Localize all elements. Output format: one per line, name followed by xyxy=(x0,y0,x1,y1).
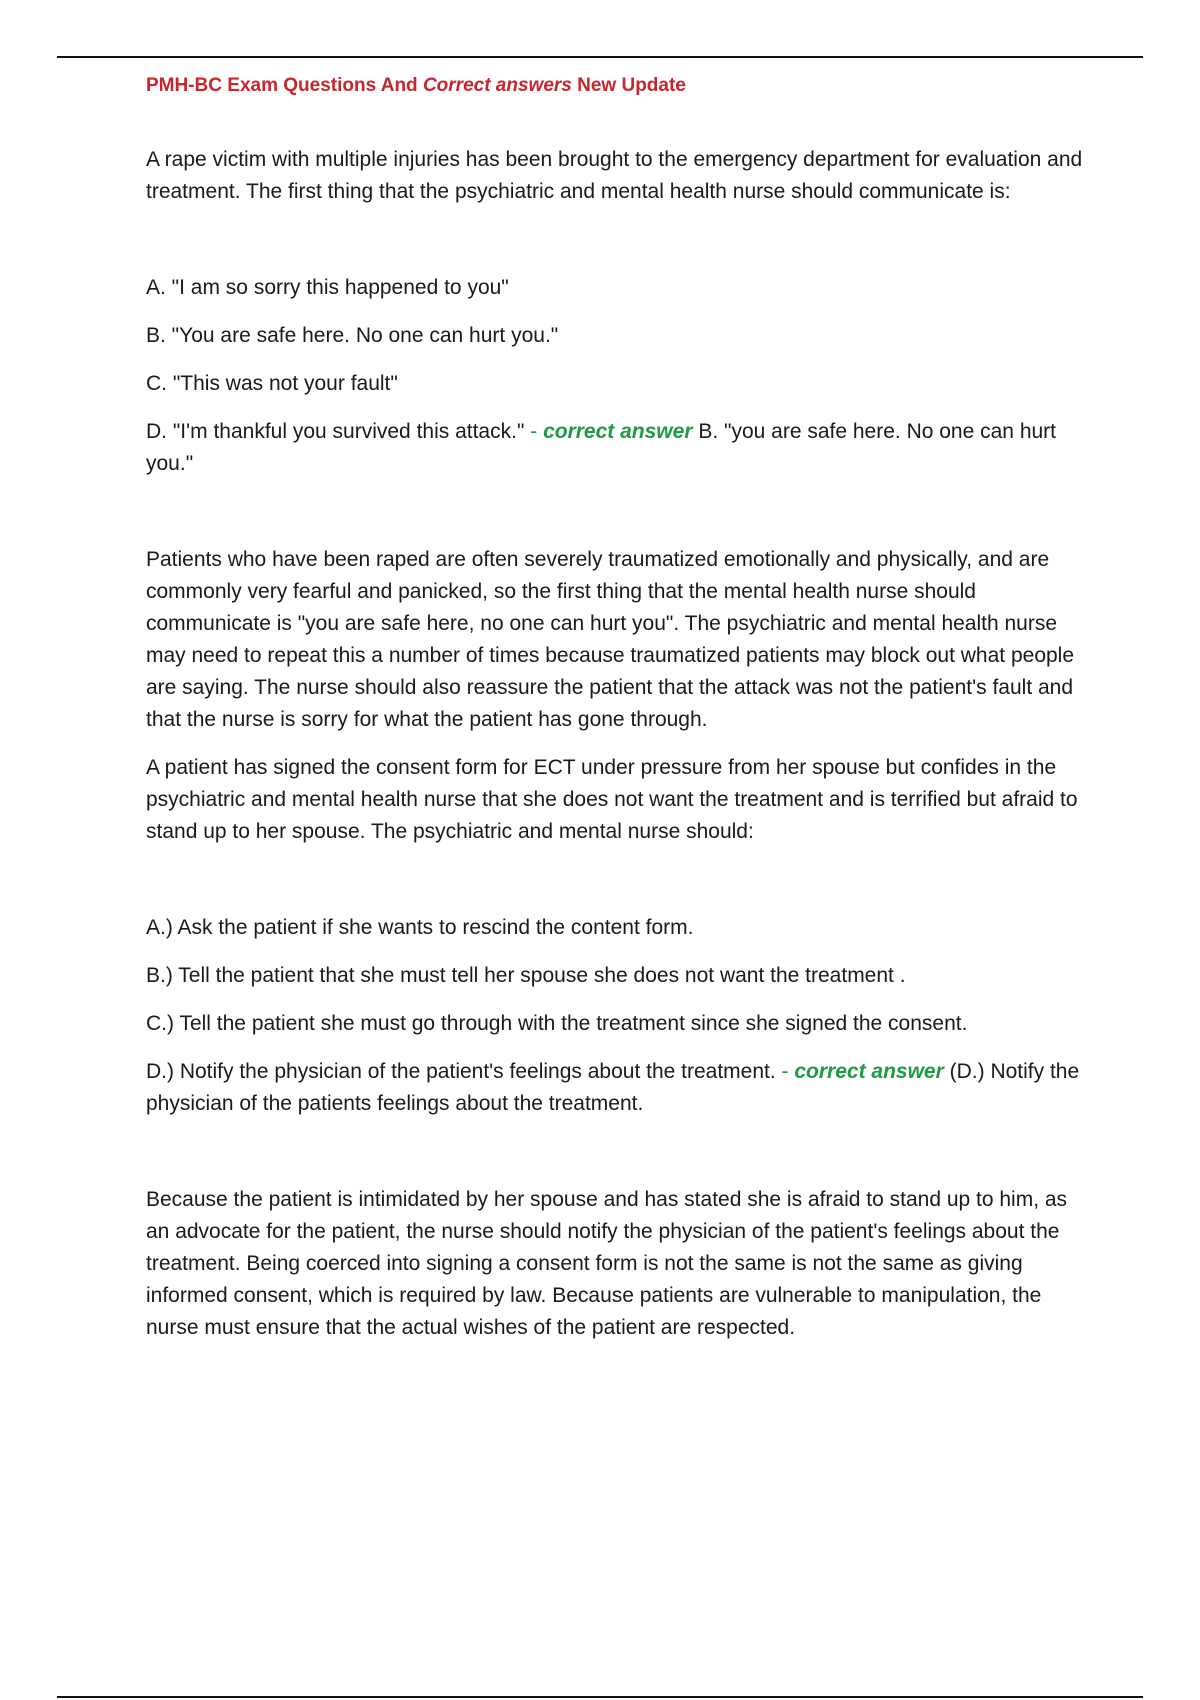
question-block-1 xyxy=(146,144,1096,736)
option-a: A.) Ask the patient if she wants to rescind the content form. xyxy=(146,916,694,939)
answer-separator: - xyxy=(524,420,544,443)
question-block-2 xyxy=(146,752,1096,1344)
bottom-rule xyxy=(57,1696,1143,1698)
option-b: B.) Tell the patient that she must tell her spouse she does not want the treatment . xyxy=(146,964,906,987)
answer-text: (D.) Notify the physician of the patients feelings about the treatment. xyxy=(146,1060,1080,1115)
document-body xyxy=(146,72,1096,1360)
correct-answer-label: correct answer xyxy=(794,1060,944,1083)
option-d: D.) Notify the physician of the patient's feelings about the treatment. xyxy=(146,1060,776,1083)
top-rule xyxy=(57,56,1143,58)
option-b: B. "You are safe here. No one can hurt you." xyxy=(146,324,559,347)
option-d-with-answer xyxy=(146,1056,1096,1120)
option-c: C.) Tell the patient she must go through with the treatment since she signed the consent. xyxy=(146,1012,968,1035)
option-a: A. "I am so sorry this happened to you" xyxy=(146,276,509,299)
answer-separator: - xyxy=(775,1060,795,1083)
answer-text: B. "you are safe here. No one can hurt you." xyxy=(146,420,1057,475)
correct-answer-label: correct answer xyxy=(543,420,693,443)
question-stem: A patient has signed the consent form for ECT under pressure from her spouse but confides in the psychiatric and mental health nurse that she does not want the treatment and is terrified but afraid to stand up to her spouse. The psychiatric and mental nurse should: xyxy=(146,756,1078,843)
document-title: PMH-BC Exam Questions And Correct answers New Update xyxy=(146,75,686,96)
option-c: C. "This was not your fault" xyxy=(146,372,398,395)
answer-explanation: Patients who have been raped are often severely traumatized emotionally and physically, and are commonly very fearful and panicked, so the first thing that the mental health nurse should communicate is "you are safe here, no one can hurt you". The psychiatric and mental health nurse may need to repeat this a number of times because traumatized patients may block out what people are saying. The nurse should also reassure the patient that the attack was not the patient's fault and that the nurse is sorry for what the patient has gone through. xyxy=(146,548,1075,731)
question-stem: A rape victim with multiple injuries has been brought to the emergency department for evaluation and treatment. The first thing that the psychiatric and mental health nurse should communicate is: xyxy=(146,148,1083,203)
option-d-with-answer xyxy=(146,416,1096,480)
answer-explanation: Because the patient is intimidated by her spouse and has stated she is afraid to stand up to him, as an advocate for the patient, the nurse should notify the physician of the patient's feelings about the treatment. Being coerced into signing a consent form is not the same is not the same as giving informed consent, which is required by law. Because patients are vulnerable to manipulation, the nurse must ensure that the actual wishes of the patient are respected. xyxy=(146,1188,1068,1339)
option-d: D. "I'm thankful you survived this attack." xyxy=(146,420,525,443)
